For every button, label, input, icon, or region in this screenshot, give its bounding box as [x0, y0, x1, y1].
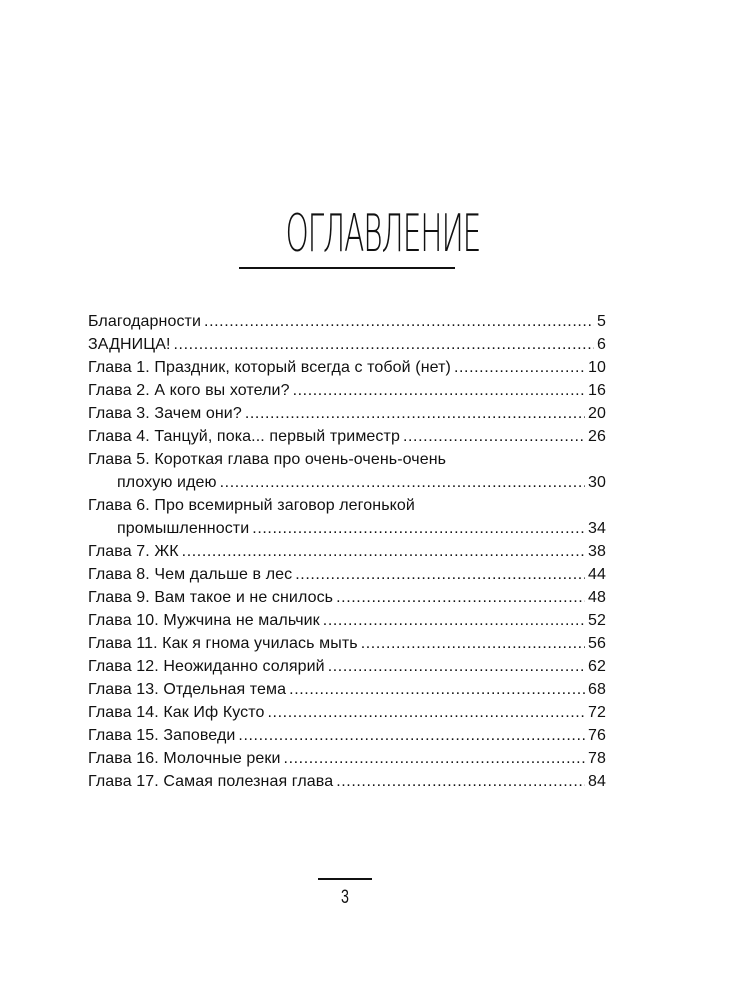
toc-entry[interactable] — [88, 494, 606, 540]
toc-entry[interactable] — [88, 310, 606, 333]
toc-entry-line — [88, 333, 606, 356]
dot-leader — [454, 356, 585, 379]
dot-leader — [293, 379, 585, 402]
toc-entry[interactable] — [88, 356, 606, 379]
toc-entry[interactable] — [88, 724, 606, 747]
page-footer — [318, 878, 372, 908]
toc-entry-line — [88, 655, 606, 678]
dot-leader — [295, 563, 585, 586]
toc-entry-page-number: 5 — [597, 313, 606, 330]
toc-entry-title: Глава 5. Короткая глава про очень-очень-очень — [88, 451, 447, 468]
toc-entry[interactable] — [88, 379, 606, 402]
toc-entry-page-number: 44 — [588, 566, 606, 583]
dot-leader — [323, 609, 585, 632]
dot-leader — [182, 540, 585, 563]
dot-leader — [361, 632, 585, 655]
toc-entry-title: Глава 4. Танцуй, пока... первый триместр — [88, 428, 400, 445]
toc-entry-line — [88, 402, 606, 425]
toc-entry-line — [88, 356, 606, 379]
toc-entry-title: Глава 9. Вам такое и не снилось — [88, 589, 334, 606]
toc-entry-page-number: 16 — [588, 382, 606, 399]
toc-entry-title: Благодарности — [88, 313, 202, 330]
toc-entry-title: Глава 14. Как Иф Кусто — [88, 704, 265, 721]
toc-entry[interactable] — [88, 563, 606, 586]
toc-entry[interactable] — [88, 632, 606, 655]
dot-leader — [220, 471, 585, 494]
toc-entry[interactable] — [88, 655, 606, 678]
toc-entry-line — [88, 425, 606, 448]
toc-entry-title: Глава 6. Про всемирный заговор легонькой — [88, 497, 415, 514]
toc-entry-title: Глава 1. Праздник, который всегда с тобой (нет) — [88, 359, 451, 376]
dot-leader — [268, 701, 585, 724]
toc-entry[interactable] — [88, 540, 606, 563]
toc-entry-line — [88, 494, 606, 517]
dot-leader — [252, 517, 585, 540]
toc-entry-title: Глава 16. Молочные реки — [88, 750, 281, 767]
toc-entry-line — [88, 517, 606, 540]
toc-entry-line — [88, 310, 606, 333]
toc-entry-line — [88, 701, 606, 724]
toc-entry-page-number: 72 — [588, 704, 606, 721]
toc-entry-title: Глава 7. ЖК — [88, 543, 179, 560]
toc-entry-page-number: 68 — [588, 681, 606, 698]
page-title: ОГЛАВЛЕНИЕ — [285, 204, 481, 264]
dot-leader — [403, 425, 585, 448]
toc-entry-page-number: 56 — [588, 635, 606, 652]
toc-entry[interactable] — [88, 333, 606, 356]
dot-leader — [328, 655, 585, 678]
toc-entry-page-number: 6 — [597, 336, 606, 353]
toc-entry-page-number: 20 — [588, 405, 606, 422]
toc-entry-line — [88, 609, 606, 632]
toc-entry-title: плохую идею — [117, 474, 217, 491]
table-of-contents — [88, 310, 606, 793]
toc-entry[interactable] — [88, 448, 606, 494]
toc-entry-page-number: 78 — [588, 750, 606, 767]
toc-entry-line — [88, 540, 606, 563]
toc-entry-page-number: 52 — [588, 612, 606, 629]
toc-entry-line — [88, 563, 606, 586]
toc-entry-line — [88, 724, 606, 747]
toc-entry-title: Глава 11. Как я гнома училась мыть — [88, 635, 358, 652]
toc-entry-page-number: 84 — [588, 773, 606, 790]
toc-entry-line — [88, 678, 606, 701]
toc-entry-line — [88, 747, 606, 770]
toc-entry-line — [88, 586, 606, 609]
toc-entry-line — [88, 632, 606, 655]
toc-entry[interactable] — [88, 586, 606, 609]
toc-entry-line — [88, 379, 606, 402]
toc-entry-page-number: 62 — [588, 658, 606, 675]
toc-entry-page-number: 34 — [588, 520, 606, 537]
dot-leader — [336, 770, 585, 793]
toc-entry[interactable] — [88, 425, 606, 448]
toc-entry-page-number: 38 — [588, 543, 606, 560]
toc-entry-title: Глава 12. Неожиданно солярий — [88, 658, 325, 675]
toc-entry-line — [88, 471, 606, 494]
toc-entry[interactable] — [88, 402, 606, 425]
toc-entry-page-number: 10 — [588, 359, 606, 376]
toc-entry-line — [88, 448, 606, 471]
toc-entry-title: Глава 3. Зачем они? — [88, 405, 242, 422]
toc-entry-page-number: 30 — [588, 474, 606, 491]
toc-entry-title: Глава 10. Мужчина не мальчик — [88, 612, 320, 629]
dot-leader — [174, 333, 594, 356]
toc-entry-title: Глава 13. Отдельная тема — [88, 681, 287, 698]
toc-entry-title: Глава 15. Заповеди — [88, 727, 236, 744]
toc-heading-block — [239, 204, 481, 269]
toc-entry-page-number: 48 — [588, 589, 606, 606]
dot-leader — [204, 310, 594, 333]
toc-entry-page-number: 76 — [588, 727, 606, 744]
toc-entry-title: ЗАДНИЦА! — [88, 336, 171, 353]
toc-entry-title: Глава 17. Самая полезная глава — [88, 773, 334, 790]
toc-entry-title: Глава 2. А кого вы хотели? — [88, 382, 290, 399]
toc-entry[interactable] — [88, 609, 606, 632]
toc-entry[interactable] — [88, 678, 606, 701]
toc-entry-line — [88, 770, 606, 793]
dot-leader — [245, 402, 585, 425]
toc-entry-title: Глава 8. Чем дальше в лес — [88, 566, 293, 583]
dot-leader — [289, 678, 585, 701]
toc-entry[interactable] — [88, 747, 606, 770]
page-number: 3 — [341, 887, 349, 908]
toc-entry-title: промышленности — [117, 520, 250, 537]
toc-entry[interactable] — [88, 770, 606, 793]
toc-entry-page-number: 26 — [588, 428, 606, 445]
dot-leader — [238, 724, 585, 747]
toc-entry[interactable] — [88, 701, 606, 724]
dot-leader — [336, 586, 585, 609]
dot-leader — [284, 747, 585, 770]
